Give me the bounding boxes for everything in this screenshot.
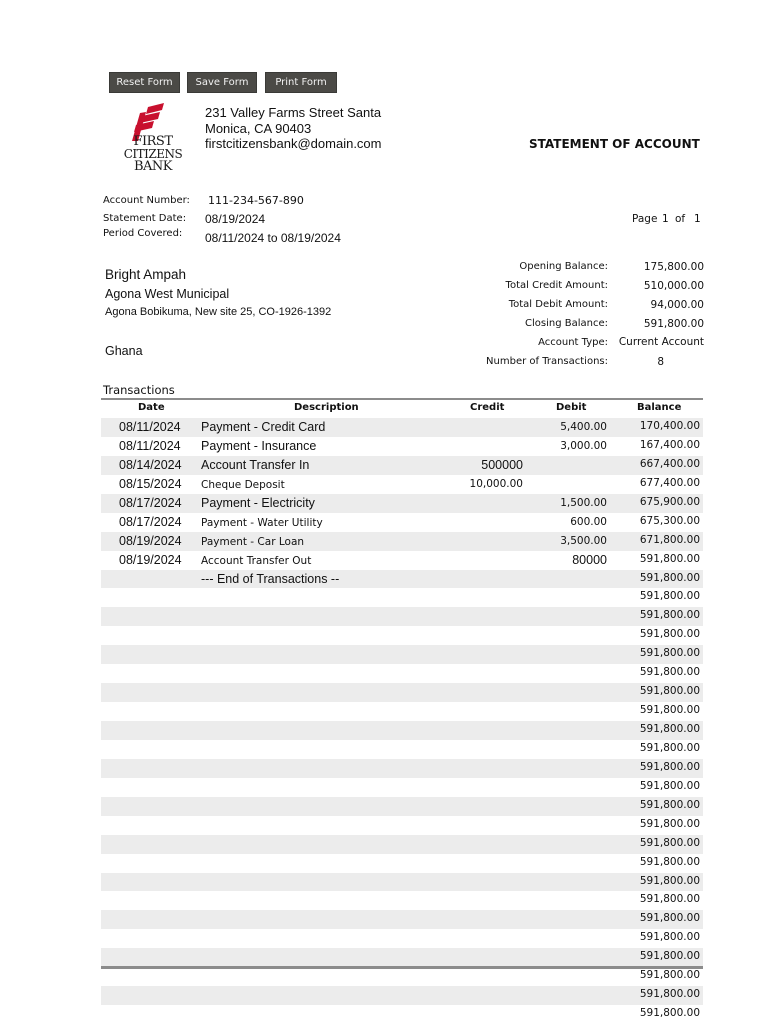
table-header bbox=[101, 401, 703, 417]
transactions-caption: Transactions bbox=[103, 383, 175, 397]
period-covered-label: Period Covered: bbox=[103, 228, 183, 239]
summary-value: 510,000.00 bbox=[643, 280, 704, 292]
cell-date: 08/15/2024 bbox=[119, 476, 182, 491]
cell-date: 08/19/2024 bbox=[119, 552, 182, 567]
cell-balance: 591,800.00 bbox=[639, 798, 700, 811]
header-credit: Credit bbox=[470, 402, 505, 413]
logo-text-first: FIRST bbox=[133, 134, 173, 149]
summary-label: Closing Balance: bbox=[525, 318, 608, 329]
logo-text-bank: BANK bbox=[133, 159, 173, 174]
table-row bbox=[101, 664, 703, 683]
statement-date-value: 08/19/2024 bbox=[205, 212, 266, 226]
cell-balance: 591,800.00 bbox=[639, 779, 700, 792]
cell-date: 08/19/2024 bbox=[119, 533, 182, 548]
table-row bbox=[101, 588, 703, 607]
table-row bbox=[101, 929, 703, 948]
summary-value: 94,000.00 bbox=[650, 299, 704, 311]
table-row bbox=[101, 740, 703, 759]
customer-country: Ghana bbox=[105, 344, 143, 358]
cell-balance: 591,800.00 bbox=[639, 741, 700, 754]
summary-label: Opening Balance: bbox=[519, 261, 608, 272]
cell-balance: 591,800.00 bbox=[639, 760, 700, 773]
cell-description: Payment - Insurance bbox=[201, 438, 317, 453]
header-balance: Balance bbox=[637, 402, 682, 413]
table-row bbox=[101, 873, 703, 892]
page-of-label: of bbox=[675, 213, 686, 225]
table-row bbox=[101, 891, 703, 910]
cell-description: Payment - Car Loan bbox=[201, 535, 305, 548]
table-top-rule bbox=[101, 398, 703, 400]
cell-debit: 3,000.00 bbox=[560, 439, 607, 452]
table-bottom-rule bbox=[101, 966, 703, 969]
cell-balance: 591,800.00 bbox=[639, 552, 700, 565]
cell-balance: 591,800.00 bbox=[639, 931, 700, 944]
table-row bbox=[101, 967, 703, 986]
cell-balance: 591,800.00 bbox=[639, 666, 700, 679]
cell-balance: 591,800.00 bbox=[639, 817, 700, 830]
table-row bbox=[101, 835, 703, 854]
statement-title: STATEMENT OF ACCOUNT bbox=[529, 137, 700, 151]
table-row bbox=[101, 645, 703, 664]
cell-balance: 591,800.00 bbox=[639, 988, 700, 1001]
table-row bbox=[101, 816, 703, 835]
header-date: Date bbox=[138, 402, 165, 413]
header-description: Description bbox=[294, 402, 359, 413]
cell-balance: 591,800.00 bbox=[639, 647, 700, 660]
table-row bbox=[101, 702, 703, 721]
table-row bbox=[101, 494, 703, 513]
reset-form-button[interactable]: Reset Form bbox=[109, 72, 180, 93]
cell-balance: 675,300.00 bbox=[639, 514, 700, 527]
summary-label: Account Type: bbox=[538, 337, 608, 348]
cell-balance: 591,800.00 bbox=[639, 855, 700, 868]
table-row bbox=[101, 854, 703, 873]
cell-balance: 591,800.00 bbox=[639, 571, 700, 584]
cell-description: Account Transfer Out bbox=[201, 554, 312, 567]
table-row bbox=[101, 1005, 703, 1024]
summary-label: Number of Transactions: bbox=[486, 356, 608, 367]
table-row bbox=[101, 456, 703, 475]
customer-name: Bright Ampah bbox=[105, 267, 187, 282]
cell-date: 08/14/2024 bbox=[119, 457, 182, 472]
cell-credit: 500000 bbox=[481, 457, 523, 472]
cell-description: Account Transfer In bbox=[201, 457, 310, 472]
page-current: 1 bbox=[662, 213, 669, 225]
table-row bbox=[101, 437, 703, 456]
bank-address-line2: Monica, CA 90403 bbox=[205, 121, 312, 136]
cell-balance: 591,800.00 bbox=[639, 969, 700, 982]
print-form-button[interactable]: Print Form bbox=[265, 72, 337, 93]
cell-balance: 671,800.00 bbox=[639, 533, 700, 546]
account-number-value: 111-234-567-890 bbox=[208, 194, 304, 207]
table-row bbox=[101, 948, 703, 967]
table-row bbox=[101, 759, 703, 778]
cell-balance: 591,800.00 bbox=[639, 704, 700, 717]
cell-date: 08/17/2024 bbox=[119, 495, 182, 510]
customer-address-line3: Agona Bobikuma, New site 25, CO-1926-1392 bbox=[105, 306, 332, 318]
cell-balance: 591,800.00 bbox=[639, 609, 700, 622]
bank-logo bbox=[118, 103, 188, 175]
table-row bbox=[101, 626, 703, 645]
cell-description: Payment - Water Utility bbox=[201, 516, 323, 529]
cell-description: Payment - Electricity bbox=[201, 495, 315, 510]
cell-balance: 591,800.00 bbox=[639, 874, 700, 887]
summary-label: Total Debit Amount: bbox=[508, 299, 608, 310]
cell-balance: 591,800.00 bbox=[639, 628, 700, 641]
summary-value: 591,800.00 bbox=[643, 318, 704, 330]
account-number-label: Account Number: bbox=[103, 195, 190, 206]
table-row bbox=[101, 721, 703, 740]
cell-date: 08/11/2024 bbox=[119, 438, 181, 453]
cell-balance: 675,900.00 bbox=[639, 495, 700, 508]
cell-debit: 80000 bbox=[572, 552, 607, 567]
save-form-button[interactable]: Save Form bbox=[187, 72, 257, 93]
summary-value: Current Account bbox=[618, 336, 704, 348]
table-row bbox=[101, 683, 703, 702]
cell-debit: 3,500.00 bbox=[560, 534, 607, 547]
summary-value: 8 bbox=[657, 356, 664, 368]
cell-credit: 10,000.00 bbox=[469, 477, 523, 490]
logo-text-citizens: CITIZENS bbox=[123, 147, 183, 161]
table-row bbox=[101, 607, 703, 626]
cell-balance: 170,400.00 bbox=[639, 420, 700, 432]
summary-label: Total Credit Amount: bbox=[505, 280, 608, 291]
cell-description: Cheque Deposit bbox=[201, 478, 285, 491]
table-row bbox=[101, 910, 703, 929]
cell-balance: 591,800.00 bbox=[639, 590, 700, 603]
cell-balance: 591,800.00 bbox=[639, 912, 700, 925]
table-row bbox=[101, 513, 703, 532]
transactions-table-body bbox=[101, 418, 703, 1024]
cell-balance: 591,800.00 bbox=[639, 950, 700, 963]
header-debit: Debit bbox=[556, 402, 587, 413]
bank-address-line1: 231 Valley Farms Street Santa bbox=[205, 105, 382, 120]
cell-date: 08/11/2024 bbox=[119, 420, 181, 434]
summary-value: 175,800.00 bbox=[643, 261, 704, 273]
page-total: 1 bbox=[694, 213, 701, 225]
cell-balance: 591,800.00 bbox=[639, 685, 700, 698]
cell-date: 08/17/2024 bbox=[119, 514, 182, 529]
cell-balance: 167,400.00 bbox=[639, 438, 700, 451]
cell-balance: 591,800.00 bbox=[639, 893, 700, 906]
table-row bbox=[101, 778, 703, 797]
cell-debit: 5,400.00 bbox=[560, 421, 607, 433]
customer-address-line2: Agona West Municipal bbox=[105, 287, 230, 301]
cell-balance: 667,400.00 bbox=[639, 457, 700, 470]
period-covered-value: 08/11/2024 to 08/19/2024 bbox=[205, 231, 341, 245]
cell-description: Payment - Credit Card bbox=[201, 420, 326, 434]
table-row bbox=[101, 797, 703, 816]
bank-email: firstcitizensbank@domain.com bbox=[205, 136, 382, 151]
cell-balance: 677,400.00 bbox=[639, 476, 700, 489]
table-row bbox=[101, 551, 703, 570]
cell-balance: 591,800.00 bbox=[639, 836, 700, 849]
cell-debit: 600.00 bbox=[570, 515, 607, 528]
cell-debit: 1,500.00 bbox=[560, 496, 607, 509]
cell-balance: 591,800.00 bbox=[639, 1007, 700, 1020]
table-row bbox=[101, 532, 703, 551]
table-row bbox=[101, 475, 703, 494]
table-row bbox=[101, 570, 703, 589]
page-label: Page bbox=[632, 213, 658, 225]
cell-description: --- End of Transactions -- bbox=[201, 571, 340, 586]
table-row bbox=[101, 986, 703, 1005]
statement-date-label: Statement Date: bbox=[103, 213, 187, 224]
cell-balance: 591,800.00 bbox=[639, 723, 700, 735]
table-row bbox=[101, 418, 703, 437]
